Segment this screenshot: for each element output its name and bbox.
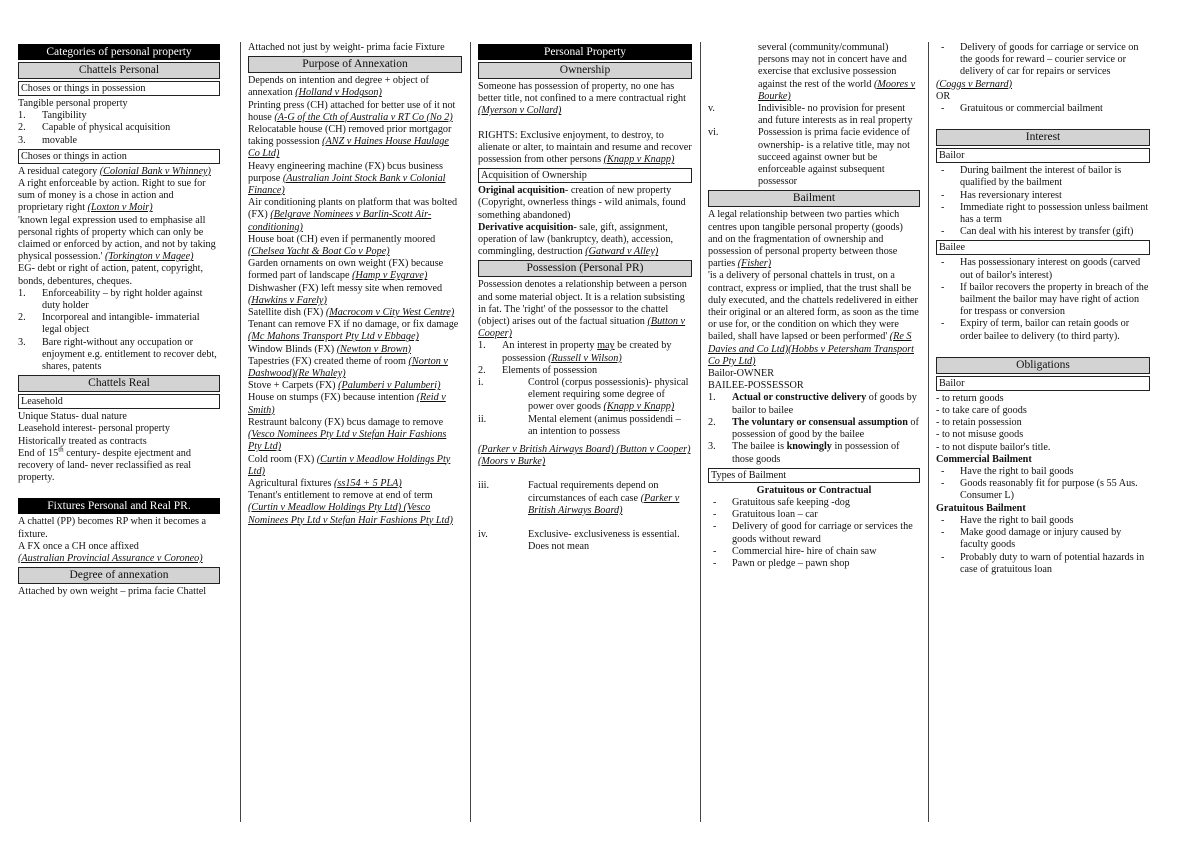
text-attached-own: Attached by own weight – prima facie Chattel xyxy=(18,586,207,598)
heading-chattels-real: Chattels Real xyxy=(18,375,220,392)
list-item: - to not misuse goods xyxy=(936,429,1024,441)
case-citation: (Torkington v Magee) xyxy=(105,251,194,263)
subheading-gratuitous-contractual: Gratuitous or Contractual xyxy=(756,484,872,496)
list-item: - If bailor recovers the property in breach of the bailment the bailor may have right of action for trespass or conversion xyxy=(941,281,1149,318)
case-citation: (Macrocom v City West Centre) xyxy=(325,307,455,319)
list-item: Restraunt balcony (FX) bcus damage to remove (Vesco Nominees Pty Ltd v Stefan Hair Fashions Pty Ltd) xyxy=(248,416,447,453)
case-citation: (Moores v Bourke) xyxy=(758,78,916,102)
case-citation: (Curtin v Meadlow Holdings Pty Ltd) xyxy=(248,453,451,477)
text-end-15: End of 15th century- despite ejectment and recovery of land- never reclassified as real property. xyxy=(18,445,192,484)
case-citation: (Re S Davies and Co Ltd)(Hobbs v Petersham Transport Co Pty Ltd) xyxy=(708,331,915,367)
case-citation: (Reid v Smith) xyxy=(248,392,446,416)
list-item: ii. Mental element (animus possidendi – an intention to possess xyxy=(478,413,681,437)
text-someone: Someone has possession of property, no one has better title, not confined to a mere contractual right (Myerson v Collard) xyxy=(478,81,686,117)
case-citation: (Knapp v Knapp) xyxy=(603,154,675,166)
text-or: OR xyxy=(936,90,951,102)
text-poss-denotes: Possession denotes a relationship between a person and some material object. It is a relation subsisting in fat. The 'right' of the possessor to the chattel (object) arises out of the factual situation (Button v Cooper) xyxy=(478,279,687,340)
case-citation: (ANZ v Haines House Haulage Co Ltd) xyxy=(248,136,449,160)
list-item: i. Control (corpus possessionis)- physical element requiring some degree of power over goods (Knapp v Knapp) xyxy=(478,377,689,413)
subheading-commercial-bailment: Commercial Bailment xyxy=(936,453,1032,465)
list-item: Cold room (FX) (Curtin v Meadlow Holdings Pty Ltd) xyxy=(248,453,451,477)
column-divider xyxy=(240,42,241,822)
list-item: 2. Capable of physical acquisition xyxy=(18,122,171,134)
text-tangible: Tangible personal property xyxy=(18,98,128,109)
list-item: - Commercial hire- hire of chain saw xyxy=(713,545,877,557)
heading-purpose: Purpose of Annexation xyxy=(248,56,462,73)
heading-categories: Categories of personal property xyxy=(18,44,220,60)
case-citation: (Parker v British Airways Board) xyxy=(528,492,680,516)
list-item: 1. Enforceability – by right holder against duty holder xyxy=(18,287,203,312)
case-citation: (Parker v British Airways Board) (Button v Cooper) (Moors v Burke) xyxy=(478,444,691,468)
list-item: - Delivery of good for carriage or services the goods without reward xyxy=(713,521,913,545)
list-item: - to not dispute bailor's title. xyxy=(936,441,1051,453)
text-historically: Historically treated as contracts xyxy=(18,435,147,447)
list-item: - Gratuitous safe keeping -dog xyxy=(713,496,850,508)
heading-leasehold: Leasehold xyxy=(18,394,220,409)
list-item: vi. Possession is prima facie evidence of ownership- is a relative title, may not succeed against owner but be enforceable against subsequent possessor xyxy=(708,127,910,188)
text-rights: RIGHTS: Exclusive enjoyment, to destroy, to alienate or alter, to maintain and resume and recover possession from other persons (Knapp v Knapp) xyxy=(478,129,692,166)
list-item: - Immediate right to possession unless bailment has a term xyxy=(941,201,1149,226)
list-item: - to return goods xyxy=(936,392,1004,404)
list-item: - Gratuitous loan – car xyxy=(713,509,818,521)
heading-fixtures: Fixtures Personal and Real PR. xyxy=(18,498,220,514)
text-bailee-possessor: BAILEE-POSSESSOR xyxy=(708,380,804,392)
heading-obligations: Obligations xyxy=(936,357,1150,374)
list-item: 3. The bailee is knowingly in possession of those goods xyxy=(708,441,900,465)
list-item: Air conditioning plants on platform that was bolted (FX) (Belgrave Nominees v Barlin-Scott Air-conditioning) xyxy=(248,197,458,233)
list-item: 2. The voluntary or consensual assumption of possession of good by the bailee xyxy=(708,416,919,441)
case-citation: (ss154 + 5 PLA) xyxy=(334,477,402,489)
list-item: Tenant's entitlement to remove at end of term (Curtin v Meadlow Holdings Pty Ltd) (Vesco Nominees Pty Ltd v Stefan Hair Fashions Pty Ltd) xyxy=(248,490,453,526)
heading-ownership: Ownership xyxy=(478,62,692,79)
case-citation: (Knapp v Knapp) xyxy=(603,401,675,413)
heading-degree: Degree of annexation xyxy=(18,567,220,584)
column-3 xyxy=(478,42,692,554)
subheading-gratuitous-bailment: Gratuitous Bailment xyxy=(936,502,1026,514)
heading-personal-property: Personal Property xyxy=(478,44,692,60)
list-item: iv. Exclusive- exclusiveness is essential. Does not mean xyxy=(478,529,680,553)
list-item: Window Blinds (FX) (Newton v Brown) xyxy=(248,343,412,355)
text-leasehold-interest: Leasehold interest- personal property xyxy=(18,423,170,435)
text-derivative: Derivative acquisition- sale, gift, assignment, operation of law (bankruptcy, death), accession, commingling, destruction (Gatward v Alley) xyxy=(478,221,674,258)
case-citation: (Australian Joint Stock Bank v Colonial Finance) xyxy=(248,172,446,197)
case-citation: (Colonial Bank v Whinney) xyxy=(99,165,211,177)
list-item: - Delivery of goods for carriage or service on the goods for reward – courier service or delivery of car for repairs or services xyxy=(941,42,1139,78)
list-item: Printing press (CH) attached for better use of it not house (A-G of the Cth of Australia v RT Co (No 2) xyxy=(248,99,456,123)
list-item: 1. Actual or constructive delivery of goods by bailor to bailee xyxy=(708,392,917,416)
list-item: Garden ornaments on own weight (FX) because formed part of landscape (Hamp v Eygrave) xyxy=(248,258,444,282)
list-item: - Expiry of term, bailor can retain goods or order bailee to delivery (to third party). xyxy=(941,318,1130,342)
list-item: - Goods reasonably fit for purpose (s 55 Aus. Consumer L) xyxy=(941,478,1138,502)
list-item: Heavy engineering machine (FX) bcus business purpose (Australian Joint Stock Bank v Colonial Finance) xyxy=(248,160,446,197)
list-item: - Has reversionary interest xyxy=(941,189,1062,201)
column-divider xyxy=(928,42,929,822)
list-item: Agricultural fixtures (ss154 + 5 PLA) xyxy=(248,477,402,489)
list-item: - Pawn or pledge – pawn shop xyxy=(713,557,850,569)
column-5 xyxy=(936,42,1150,576)
heading-types: Types of Bailment xyxy=(708,468,920,483)
column-divider xyxy=(700,42,701,822)
list-item: - Has possessionary interest on goods (carved out of bailor's interest) xyxy=(941,257,1141,281)
text-original: Original acquisition- creation of new property (Copyright, ownerless things - wild animals, found something abandoned) xyxy=(478,185,686,221)
text-bailor-owner: Bailor-OWNER xyxy=(708,368,774,380)
case-citation: (Mc Mahons Transport Pty Ltd v Ebbage) xyxy=(248,331,419,343)
text-residual: A residual category (Colonial Bank v Whinney) xyxy=(18,165,211,177)
list-item: 3. movable xyxy=(18,134,78,146)
list-item: - During bailment the interest of bailor is qualified by the bailment xyxy=(941,165,1122,189)
case-citation: (Coggs v Bernard) xyxy=(936,78,1013,90)
heading-acquisition: Acquisition of Ownership xyxy=(478,168,692,183)
list-item: Dishwasher (FX) left messy site when removed (Hawkins v Farely) xyxy=(248,282,443,306)
list-item: - Make good damage or injury caused by faculty goods xyxy=(941,527,1122,551)
case-citation: (Holland v Hodgson) xyxy=(295,87,382,99)
case-citation: (Hamp v Eygrave) xyxy=(352,270,428,282)
list-item: - Gratuitous or commercial bailment xyxy=(941,103,1103,115)
case-citation: (Gatward v Alley) xyxy=(585,246,659,258)
list-item: Tapestries (FX) created theme of room (Norton v Dashwood)(Re Whaley) xyxy=(248,355,448,380)
case-citation: (Fisher) xyxy=(737,258,772,270)
column-4 xyxy=(708,42,920,570)
heading-interest: Interest xyxy=(936,129,1150,146)
list-item: several (community/communal) persons may not in concert have and exercise that exclusive possession against the rest of the world (Moores v Bourke) xyxy=(758,42,916,102)
case-citation: (Loxton v Moir) xyxy=(87,202,153,214)
case-citation: (Vesco Nominees Pty Ltd v Stefan Hair Fashions Pty Ltd) xyxy=(248,429,447,453)
list-item: 1. An interest in property may be created by possession (Russell v Wilson) xyxy=(478,340,672,364)
case-citation: (Russell v Wilson) xyxy=(548,352,622,364)
list-item: House on stumps (FX) because intention (Reid v Smith) xyxy=(248,392,446,416)
list-item: Relocatable house (CH) removed prior mortgagor taking possession (ANZ v Haines House Haulage Co Ltd) xyxy=(248,124,452,160)
case-citation: (Button v Cooper) xyxy=(478,316,686,340)
case-citation: (Myerson v Collard) xyxy=(478,105,562,117)
column-1 xyxy=(18,42,220,599)
case-citation: (Newton v Brown) xyxy=(336,343,412,355)
list-action xyxy=(18,288,220,373)
heading-choses-action: Choses or things in action xyxy=(18,149,220,164)
purpose-entries xyxy=(248,75,462,527)
column-divider xyxy=(470,42,471,822)
text-attached-not: Attached not just by weight- prima facie Fixture xyxy=(248,42,445,53)
case-citation: (Belgrave Nominees v Barlin-Scott Air-conditioning) xyxy=(248,209,432,233)
list-item: - to retain possession xyxy=(936,417,1022,429)
heading-chattels-personal: Chattels Personal xyxy=(18,62,220,79)
text-afx: A FX once a CH once affixed xyxy=(18,540,139,552)
case-citation: (Hawkins v Farely) xyxy=(248,294,327,306)
list-item: - Can deal with his interest by transfer (gift) xyxy=(941,226,1134,238)
list-item: - to take care of goods xyxy=(936,405,1027,417)
list-item: - Probably duty to warn of potential hazards in case of gratuitous loan xyxy=(941,551,1145,575)
list-item: 1. Tangibility xyxy=(18,110,87,122)
heading-bailment: Bailment xyxy=(708,190,920,207)
case-citation: (Chelsea Yacht & Boat Co v Pope) xyxy=(248,246,390,258)
list-item: - Have the right to bail goods xyxy=(941,466,1074,478)
text-right-enforceable: A right enforceable by action. Right to sue for sum of money is a chose in action and proprietary right (Loxton v Moir) xyxy=(18,178,206,214)
list-item: - Have the right to bail goods xyxy=(941,514,1074,526)
text-unique: Unique Status- dual nature xyxy=(18,411,127,423)
list-item: v. Indivisible- no provision for present and future interests as in real property xyxy=(708,103,913,127)
text-chattel-becomes: A chattel (PP) becomes RP when it becomes a fixture. xyxy=(18,516,207,540)
case-citation: (Australian Provincial Assurance v Coroneo) xyxy=(18,553,203,565)
list-item: Tenant can remove FX if no damage, or fix damage (Mc Mahons Transport Pty Ltd v Ebbage) xyxy=(248,319,459,343)
case-citation: (Norton v Dashwood)(Re Whaley) xyxy=(248,355,448,380)
list-item: Stove + Carpets (FX) (Palumberi v Palumberi) xyxy=(248,380,441,392)
list-item: 2. Incorporeal and intangible- immaterial legal object xyxy=(18,312,200,336)
list-tangible xyxy=(18,110,220,147)
text-known-legal: 'known legal expression used to emphasise all personal rights of property which can only be claimed or enforced by action, and not by taking physical possession.' (Torkington v Magee) xyxy=(18,214,216,263)
column-2 xyxy=(248,42,462,527)
heading-bailor-obligations: Bailor xyxy=(936,376,1150,391)
case-citation: (Palumberi v Palumberi) xyxy=(338,380,441,392)
heading-bailee: Bailee xyxy=(936,240,1150,255)
case-citation: (A-G of the Cth of Australia v RT Co (No 2) xyxy=(274,111,453,123)
text-legal-rel: A legal relationship between two parties which centres upon tangible personal property (goods) and on the fragmentation of ownership and possession of personal property between those parties (Fisher) xyxy=(708,209,903,270)
case-citation: (Curtin v Meadlow Holdings Pty Ltd) (Vesco Nominees Pty Ltd v Stefan Hair Fashions Pty Ltd) xyxy=(248,502,453,526)
text-eg-debt: EG- debt or right of action, patent, copyright, bonds, debentures, cheques. xyxy=(18,263,204,287)
list-item: House boat (CH) even if permanently moored (Chelsea Yacht & Boat Co v Pope) xyxy=(248,233,436,258)
list-item: 3. Bare right-without any occupation or enjoyment e.g. entitlement to recover debt, shares, patents xyxy=(18,336,217,373)
heading-bailor: Bailor xyxy=(936,148,1150,163)
list-item: Depends on intention and degree + object of annexation (Holland v Hodgson) xyxy=(248,75,429,99)
list-item: 2. Elements of possession xyxy=(478,364,598,376)
heading-possession: Possession (Personal PR) xyxy=(478,260,692,277)
heading-choses-possession: Choses or things in possession xyxy=(18,81,220,96)
text-delivery-quote: 'is a delivery of personal chattels in trust, on a contract, express or implied, that the trust shall be duly executed, and the chattels redelivered in either their original or an altered form, as soon as the time or use for, or the condition on which they were bailed, shall have lapsed or been performed' (Re S Davies and Co Ltd)(Hobbs v Petersham Transport Co Pty Ltd) xyxy=(708,270,919,367)
list-item: Satellite dish (FX) (Macrocom v City West Centre) xyxy=(248,307,455,319)
list-item: iii. Factual requirements depend on circumstances of each case (Parker v British Airways Board) xyxy=(478,480,680,516)
